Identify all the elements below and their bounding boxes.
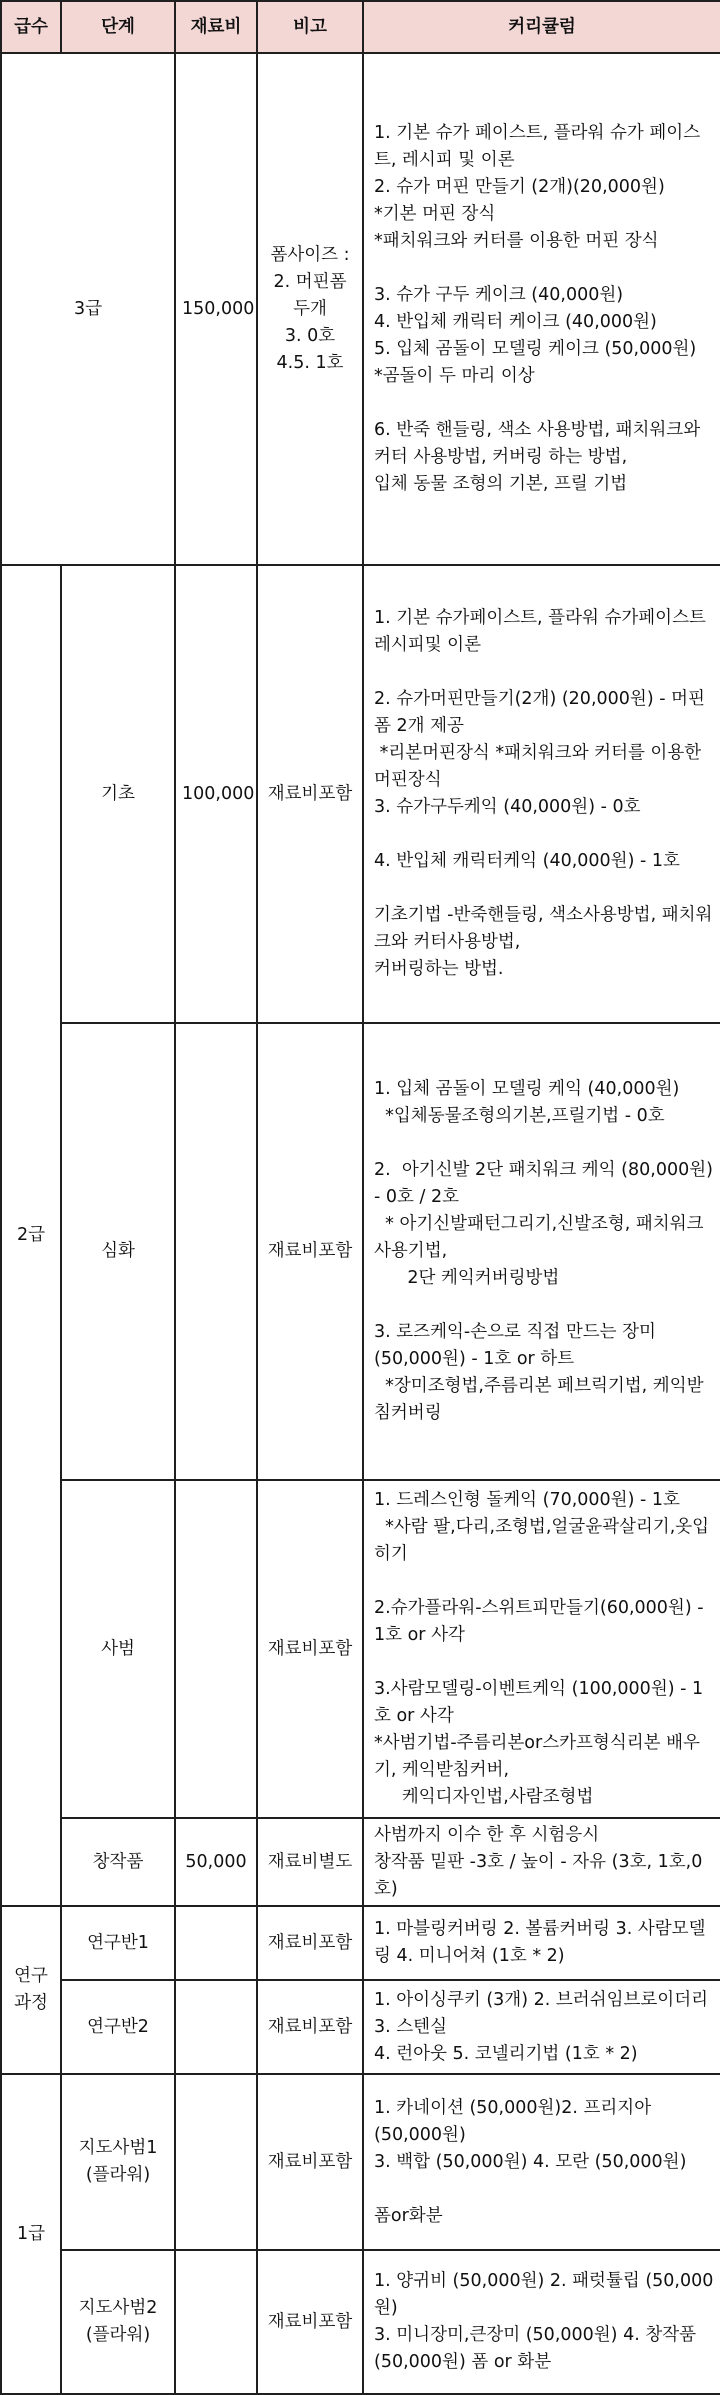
- table-row: [1, 1906, 720, 1980]
- curriculum-cell: 1. 입체 곰돌이 모델링 케익 (40,000원) *입체동물조형의기본,프릴기법 - 0호 2. 아기신발 2단 패치워크 케익 (80,000원) - 0호 / 2호 * 아기신발패턴그리기,신발조형, 패치워크사용기법, 2단 케익커버링방법 3. 로즈케익-손으로 직접 만드는 장미 (50,000원) - 1호 or 하트 *장미조형법,주름리본 페브릭기법, 케익받침커버링: [363, 1023, 720, 1480]
- table-row: [1, 565, 720, 1023]
- fee-cell: [175, 1906, 257, 1980]
- note-cell: 재료비포함: [257, 1023, 363, 1480]
- curriculum-cell: 1. 카네이션 (50,000원)2. 프리지아 (50,000원) 3. 백합 (50,000원) 4. 모란 (50,000원) 폼or화분: [363, 2074, 720, 2250]
- note-cell: 재료비포함: [257, 1980, 363, 2074]
- note-cell: 재료비포함: [257, 1480, 363, 1818]
- step-cell: 기초: [61, 565, 175, 1023]
- note-cell: 폼사이즈 : 2. 머핀폼 두개 3. 0호 4.5. 1호: [257, 53, 363, 565]
- curriculum-cell: 1. 아이싱쿠키 (3개) 2. 브러쉬임브로이더리 3. 스텐실 4. 런아웃 5. 코넬리기법 (1호 * 2): [363, 1980, 720, 2074]
- fee-cell: [175, 2074, 257, 2250]
- fee-cell: 150,000: [175, 53, 257, 565]
- header-curriculum: 커리큘럼: [363, 1, 720, 53]
- header-fee: 재료비: [175, 1, 257, 53]
- note-cell: 재료비별도: [257, 1818, 363, 1906]
- grade-1-cell: 1급: [1, 2074, 61, 2394]
- table-row: [1, 53, 720, 565]
- table-row: [1, 1980, 720, 2074]
- step-cell: 지도사범2 (플라워): [61, 2250, 175, 2394]
- step-cell: 지도사범1 (플라워): [61, 2074, 175, 2250]
- fee-cell: 100,000: [175, 565, 257, 1023]
- step-cell: 심화: [61, 1023, 175, 1480]
- header-step: 단계: [61, 1, 175, 53]
- header-note: 비고: [257, 1, 363, 53]
- research-cell: 연구 과정: [1, 1906, 61, 2074]
- grade-3-cell: 3급: [1, 53, 175, 565]
- fee-cell: [175, 1023, 257, 1480]
- header-row: [1, 1, 720, 53]
- step-cell: 창작품: [61, 1818, 175, 1906]
- curriculum-cell: 1. 기본 슈가페이스트, 플라워 슈가페이스트 레시피및 이론 2. 슈가머핀만들기(2개) (20,000원) - 머핀폼 2개 제공 *리본머핀장식 *패치워크와 커터를 이용한 머핀장식 3. 슈가구두케익 (40,000원) - 0호 4. 반입체 캐릭터케익 (40,000원) - 1호 기초기법 -반죽핸들링, 색소사용방법, 패치워크와 커터사용방법, 커버링하는 방법.: [363, 565, 720, 1023]
- curriculum-cell: 사범까지 이수 한 후 시험응시 창작품 밑판 -3호 / 높이 - 자유 (3호, 1호,0호): [363, 1818, 720, 1906]
- note-cell: 재료비포함: [257, 1906, 363, 1980]
- step-cell: 연구반2: [61, 1980, 175, 2074]
- table-row: [1, 2250, 720, 2394]
- note-cell: 재료비포함: [257, 2074, 363, 2250]
- note-cell: 재료비포함: [257, 565, 363, 1023]
- table-row: [1, 2074, 720, 2250]
- table-row: [1, 1023, 720, 1480]
- curriculum-cell: 1. 기본 슈가 페이스트, 플라워 슈가 페이스트, 레시피 및 이론 2. 슈가 머핀 만들기 (2개)(20,000원) *기본 머핀 장식 *패치워크와 커터를 이용한 머핀 장식 3. 슈가 구두 케이크 (40,000원) 4. 반입체 캐릭터 케이크 (40,000원) 5. 입체 곰돌이 모델링 케이크 (50,000원) *곰돌이 두 마리 이상 6. 반죽 핸들링, 색소 사용방법, 패치워크와 커터 사용방법, 커버링 하는 방법, 입체 동물 조형의 기본, 프릴 기법: [363, 53, 720, 565]
- curriculum-cell: 1. 양귀비 (50,000원) 2. 패럿튤립 (50,000원) 3. 미니장미,큰장미 (50,000원) 4. 창작품(50,000원) 폼 or 화분: [363, 2250, 720, 2394]
- fee-cell: [175, 1980, 257, 2074]
- curriculum-cell: 1. 마블링커버링 2. 볼륨커버링 3. 사람모델링 4. 미니어쳐 (1호 * 2): [363, 1906, 720, 1980]
- fee-cell: [175, 2250, 257, 2394]
- table-row: [1, 1818, 720, 1906]
- header-grade: 급수: [1, 1, 61, 53]
- note-cell: 재료비포함: [257, 2250, 363, 2394]
- fee-cell: 50,000: [175, 1818, 257, 1906]
- curriculum-cell: 1. 드레스인형 돌케익 (70,000원) - 1호 *사람 팔,다리,조형법,얼굴윤곽살리기,옷입히기 2.슈가플라워-스위트피만들기(60,000원) - 1호 or 사각 3.사람모델링-이벤트케익 (100,000원) - 1호 or 사각 *사범기법-주름리본or스카프형식리본 배우기, 케익받침커버, 케익디자인법,사람조형법: [363, 1480, 720, 1818]
- table-row: [1, 1480, 720, 1818]
- step-cell: 사범: [61, 1480, 175, 1818]
- step-cell: 연구반1: [61, 1906, 175, 1980]
- fee-cell: [175, 1480, 257, 1818]
- grade-2-cell: 2급: [1, 565, 61, 1906]
